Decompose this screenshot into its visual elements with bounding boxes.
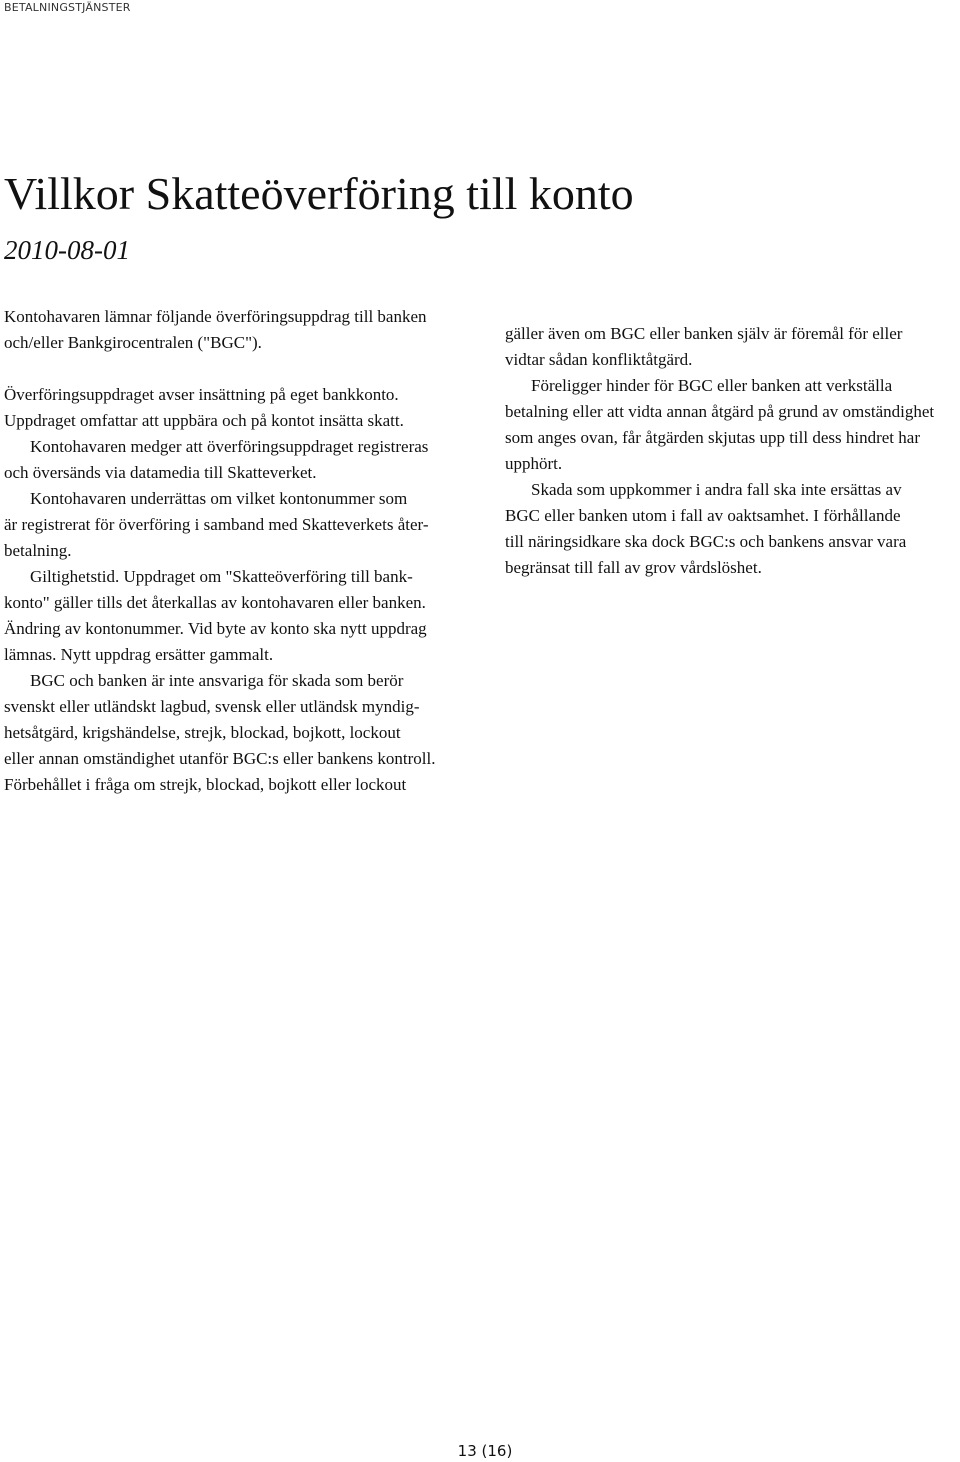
text-line: konto" gäller tills det återkallas av kontohavaren eller banken. — [4, 593, 426, 612]
text-line: hetsåtgärd, krigshändelse, strejk, blockad, bojkott, lockout — [4, 723, 401, 742]
text-line: Skada som uppkommer i andra fall ska inte ersättas av — [531, 480, 902, 499]
left-text-column — [4, 304, 464, 798]
text-line: eller annan omständighet utanför BGC:s eller bankens kontroll. — [4, 749, 436, 768]
text-line: betalning eller att vidta annan åtgärd på grund av omständighet — [505, 402, 935, 421]
text-line: betalning. — [4, 541, 72, 560]
document-date: 2010-08-01 — [4, 235, 130, 265]
section-header: BETALNINGSTJÄNSTER — [4, 1, 131, 14]
text-line: BGC och banken är inte ansvariga för skada som berör — [30, 671, 404, 690]
text-line — [4, 356, 464, 382]
text-line: vidtar sådan konfliktåtgärd. — [505, 350, 693, 369]
text-line: begränsat till fall av grov vårdslöshet. — [505, 558, 762, 577]
text-line: Uppdraget omfattar att uppbära och på kontot insätta skatt. — [4, 411, 404, 430]
text-line: och/eller Bankgirocentralen ("BGC"). — [4, 333, 262, 352]
text-line: Kontohavaren medger att överföringsuppdraget registreras — [30, 437, 429, 456]
text-line: Ändring av kontonummer. Vid byte av konto ska nytt uppdrag — [4, 619, 427, 638]
text-line: och översänds via datamedia till Skatteverket. — [4, 463, 317, 482]
text-line: som anges ovan, får åtgärden skjutas upp till dess hindret har — [505, 428, 920, 447]
text-line: lämnas. Nytt uppdrag ersätter gammalt. — [4, 645, 274, 664]
page-number: 13 (16) — [457, 1442, 513, 1460]
text-line: till näringsidkare ska dock BGC:s och bankens ansvar vara — [505, 532, 907, 551]
page-title: Villkor Skatteöverföring till konto — [4, 168, 634, 219]
text-line: Kontohavaren lämnar följande överföringsuppdrag till banken — [4, 307, 427, 326]
text-line: Giltighetstid. Uppdraget om "Skatteöverföring till bank- — [30, 567, 413, 586]
text-line: är registrerat för överföring i samband med Skatteverkets åter- — [4, 515, 429, 534]
text-line: Kontohavaren underrättas om vilket kontonummer som — [30, 489, 408, 508]
text-line: Överföringsuppdraget avser insättning på eget bankkonto. — [4, 385, 399, 404]
right-text-column — [505, 321, 960, 581]
text-line: Förbehållet i fråga om strejk, blockad, bojkott eller lockout — [4, 775, 407, 794]
text-line: gäller även om BGC eller banken själv är föremål för eller — [505, 324, 903, 343]
text-line: BGC eller banken utom i fall av oaktsamhet. I förhållande — [505, 506, 901, 525]
text-line: upphört. — [505, 454, 563, 473]
text-line: Föreligger hinder för BGC eller banken att verkställa — [531, 376, 893, 395]
text-line: svenskt eller utländskt lagbud, svensk eller utländsk myndig- — [4, 697, 420, 716]
